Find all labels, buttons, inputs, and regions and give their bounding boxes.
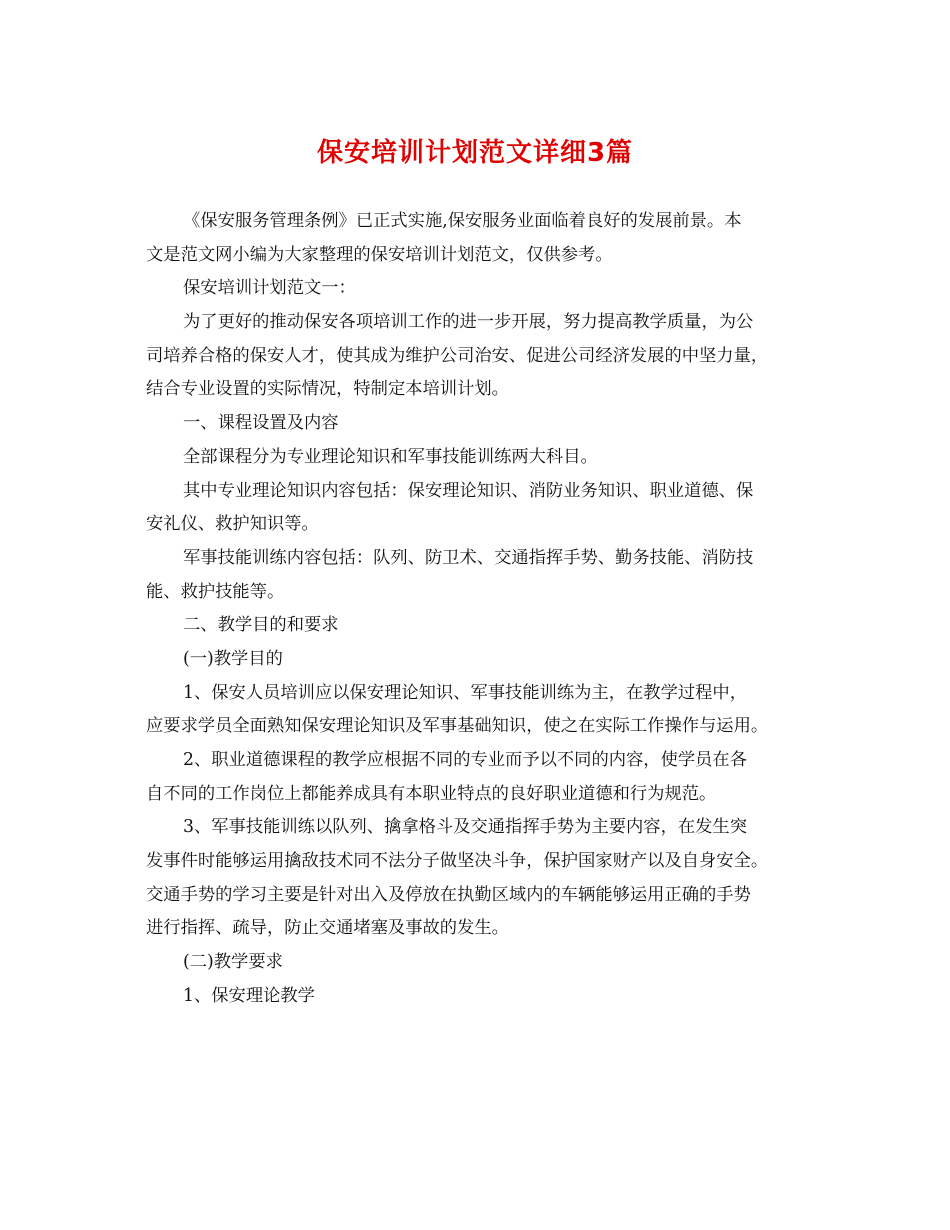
- paragraph-line: 2、职业道德课程的教学应根据不同的专业而予以不同的内容，使学员在各: [183, 750, 747, 770]
- document-title: 保安培训计划范文详细3篇: [316, 138, 634, 168]
- paragraph-line: 自不同的工作岗位上都能养成具有本职业特点的良好职业道德和行为规范。: [146, 783, 717, 804]
- paragraph-line: 保安培训计划范文一：: [183, 278, 356, 299]
- paragraph-line: 为了更好的推动保安各项培训工作的进一步开展，努力提高教学质量，为公: [183, 312, 754, 333]
- paragraph-line: 文是范文网小编为大家整理的保安培训计划范文，仅供参考。: [146, 244, 613, 265]
- paragraph-line: 安礼仪、救护知识等。: [146, 514, 319, 535]
- paragraph-line: 其中专业理论知识内容包括：保安理论知识、消防业务知识、职业道德、保: [183, 480, 754, 501]
- section-heading: 一、课程设置及内容: [183, 413, 339, 434]
- paragraph-line: 进行指挥、疏导，防止交通堵塞及事故的发生。: [146, 918, 509, 939]
- paragraph-line: 能、救护技能等。: [146, 581, 285, 602]
- paragraph-line: 1、保安理论教学: [183, 985, 315, 1006]
- paragraph-line: 《保安服务管理条例》已正式实施,保安服务业面临着良好的发展前景。本: [183, 211, 742, 231]
- paragraph-line: 3、军事技能训练以队列、擒拿格斗及交通指挥手势为主要内容，在发生突: [183, 817, 747, 838]
- paragraph-line: 应要求学员全面熟知保安理论知识及军事基础知识，使之在实际工作操作与运用。: [146, 716, 769, 737]
- subsection-heading: (二)教学要求: [183, 952, 283, 973]
- paragraph-line: 军事技能训练内容包括：队列、防卫术、交通指挥手势、勤务技能、消防技: [183, 547, 754, 568]
- subsection-heading: (一)教学目的: [183, 648, 283, 669]
- document-body: [146, 205, 811, 1014]
- paragraph-line: 全部课程分为专业理论知识和军事技能训练两大科目。: [183, 446, 598, 467]
- paragraph-line: 1、保安人员培训应以保安理论知识、军事技能训练为主，在教学过程中，: [183, 682, 747, 703]
- paragraph-line: 结合专业设置的实际情况，特制定本培训计划。: [146, 379, 509, 400]
- section-heading: 二、教学目的和要求: [183, 615, 339, 636]
- paragraph-line: 交通手势的学习主要是针对出入及停放在执勤区域内的车辆能够运用正确的手势: [146, 884, 751, 905]
- paragraph-line: 司培养合格的保安人才，使其成为维护公司治安、促进公司经济发展的中坚力量，: [146, 345, 769, 366]
- paragraph-line: 发事件时能够运用擒敌技术同不法分子做坚决斗争，保护国家财产以及自身安全。: [146, 851, 769, 872]
